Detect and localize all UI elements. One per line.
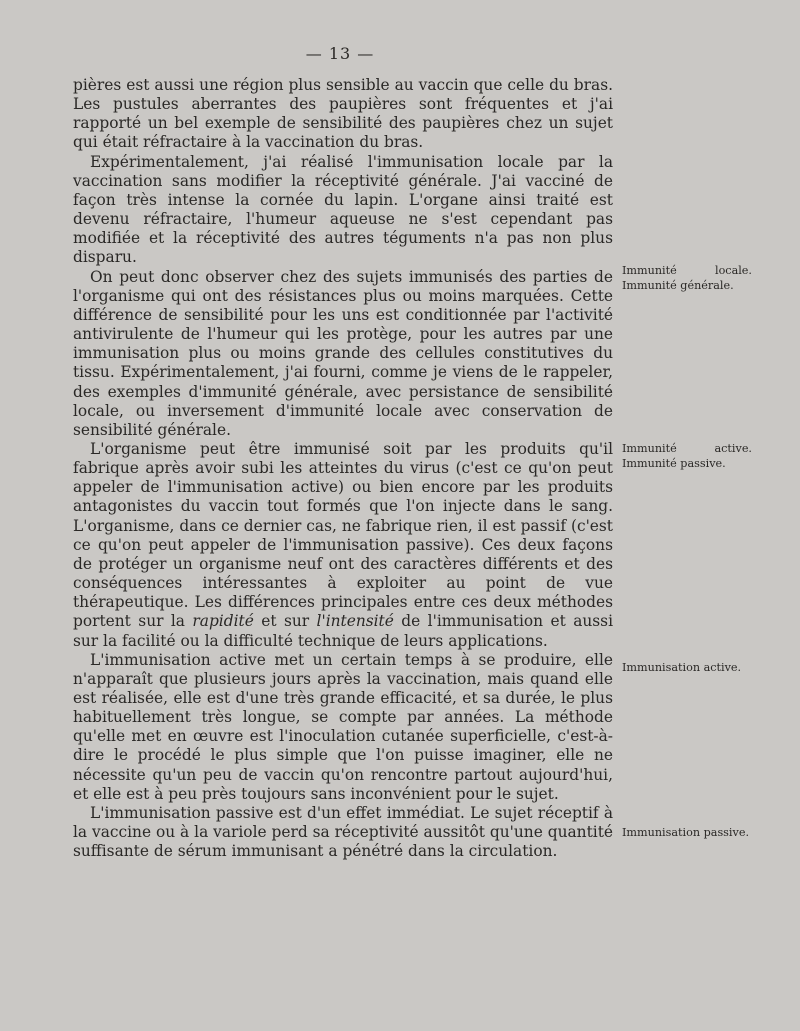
main-text-column (73, 76, 613, 861)
page-number: — 13 — (305, 44, 375, 63)
paragraph: L'immunisation active met un certain temps à se produire, elle n'apparaît que plusieurs jours après la vaccination, mais quand elle est réalisée, elle est d'une très grande efficacité, et sa durée, le plus habituellement très longue, se compte par années. La méthode qu'elle met en œuvre est l'inoculation cutanée superficielle, c'est-à-dire le procédé le plus simple que l'on puisse imaginer, elle ne nécessite qu'un peu de vaccin qu'on rencontre partout aujourd'hui, et elle est à peu près toujours sans inconvénient pour le sujet. (73, 650, 613, 803)
emphasis-text: rapidité (192, 612, 254, 631)
paragraph: On peut donc observer chez des sujets immunisés des parties de l'organisme qui ont des résistances plus ou moins marquées. Cette différence de sensibilité pour les uns est conditionnée par l'activité antivirulente de l'humeur qui les protège, pour les autres par une immunisation plus ou moins grande des cellules constitutives du tissu. Expérimentalement, j'ai fourni, comme je viens de le rappeler, des exemples d'immunité générale, avec persistance de sensibilité locale, ou inversement d'immunité locale avec conservation de sensibilité générale. (73, 267, 613, 439)
paragraph-text: L'organisme peut être immunisé soit par les produits qu'il fabrique après avoir subi les atteintes du virus (c'est ce qu'on peut appeler de l'immunisation active) ou bien encore par les produits antagonistes du vaccin tout formés que l'on injecte dans le sang. L'organisme, dans ce dernier cas, ne fabrique rien, il est passif (c'est ce qu'on peut appeler de l'immunisation passive). Ces deux façons de protéger un organisme neuf ont des caractères différents et des conséquences intéressantes à exploiter au point de vue thérapeutique. Les différences principales entre ces deux méthodes portent sur la (73, 439, 613, 631)
paragraph-text: de l'immunisation et aussi sur la facilité ou la difficulté technique de leurs applications. (73, 612, 614, 650)
paragraph: L'immunisation passive est d'un effet immédiat. Le sujet réceptif à la vaccine ou à la variole perd sa réceptivité aussitôt qu'une quantité suffisante de sérum immunisant a pénétré dans la circulation. (73, 803, 613, 861)
margin-note: Immunisation active. (622, 661, 742, 674)
paragraph (73, 440, 613, 651)
emphasis-text: l'intensité (316, 612, 394, 631)
paragraph: pières est aussi une région plus sensible au vaccin que celle du bras. Les pustules aberrantes des paupières sont fréquentes et j'ai rapporté un bel exemple de sensibilité des paupières chez un sujet qui était réfractaire à la vaccination du bras. (73, 76, 613, 152)
margin-note: Immunisation passive. (622, 826, 749, 839)
paragraph-text: et sur (253, 612, 317, 631)
margin-note: Immunité locale. Immunité générale. (622, 264, 752, 292)
paragraph: Expérimentalement, j'ai réalisé l'immunisation locale par la vaccination sans modifier la réceptivité générale. J'ai vacciné de façon très intense la cornée du lapin. L'organe ainsi traité est devenu réfractaire, l'humeur aqueuse ne s'est cependant pas modifiée et la réceptivité des autres téguments n'a pas non plus disparu. (73, 152, 613, 267)
margin-note: Immunité active. Immunité passive. (622, 442, 752, 470)
